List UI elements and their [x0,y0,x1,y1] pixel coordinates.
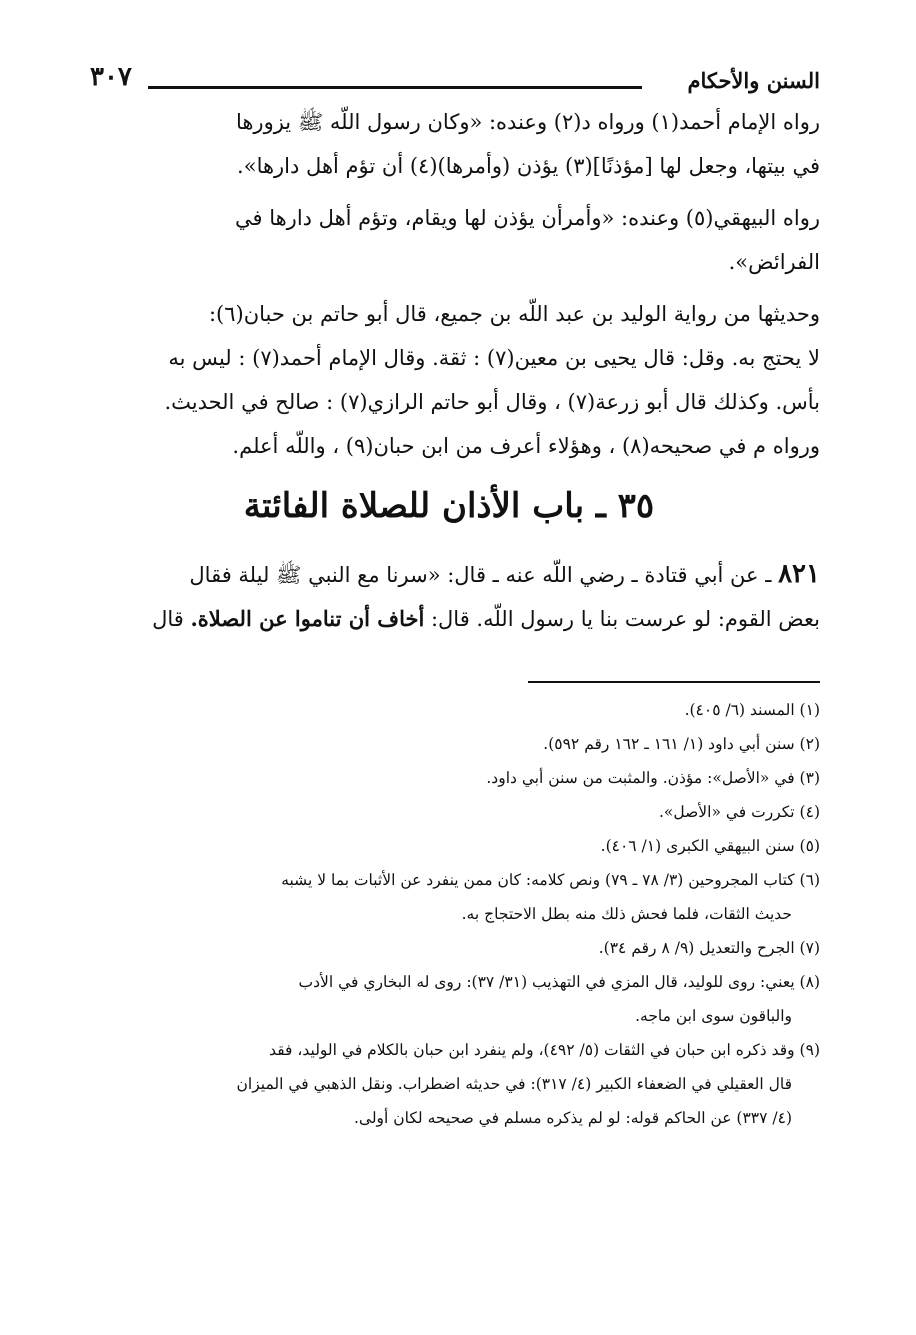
chapter-heading: ٣٥ ـ باب الأذان للصلاة الفائتة [243,486,655,526]
text-line: الفرائض». [728,250,820,274]
footnotes [78,693,820,1135]
running-title: السنن والأحكام [687,68,820,93]
book-page [78,58,820,1298]
hadith-bold-quote: أخاف أن تناموا عن الصلاة. [190,606,425,631]
footnote: (٧) الجرح والتعديل (٩/ ٨ رقم ٣٤). [598,939,820,957]
header-rule [148,86,642,89]
text-line: في بيتها، وجعل لها [مؤذنًا](٣) يؤذن (وأمرها)(٤) أن تؤم أهل دارها». [237,154,820,178]
hadith-line [78,552,820,597]
footnote-text: (٦) كتاب المجروحين (٣/ ٧٨ ـ ٧٩) ونص كلامه: كان ممن ينفرد عن الأثبات بما لا يشبه [281,871,820,889]
text-line: رواه البيهقي(٥) وعنده: «وأمرأن يؤذن لها ويقام، وتؤم أهل دارها في [234,206,820,230]
footnote-continuation: قال العقيلي في الضعفاء الكبير (٤/ ٣١٧): في حديثه اضطراب. ونقل الذهبي في الميزان [236,1075,792,1093]
page-number: ٣٠٧ [90,62,132,92]
footnote [78,965,820,1033]
hadith-text: بعض القوم: لو عرست بنا يا رسول اللّه. قال: [424,607,820,631]
footnote: (٣) في «الأصل»: مؤذن. والمثبت من سنن أبي داود. [486,769,820,787]
hadith-number: ٨٢١ [778,559,820,589]
running-header [78,58,820,100]
footnote-continuation: والباقون سوى ابن ماجه. [635,1007,792,1025]
text-line: بأس. وكذلك قال أبو زرعة(٧) ، وقال أبو حاتم الرازي(٧) : صالح في الحديث. [164,390,820,414]
footnote: (٥) سنن البيهقي الكبرى (١/ ٤٠٦). [600,837,820,855]
main-text [78,100,820,468]
footnote-continuation: (٤/ ٣٣٧) عن الحاكم قوله: لو لم يذكره مسلم في صحيحه لكان أولى. [353,1109,792,1127]
text-line: وحديثها من رواية الوليد بن عبد اللّه بن جميع، قال أبو حاتم بن حبان(٦): [208,302,820,326]
hadith-line [78,597,820,641]
footnote-text: (٨) يعني: روى للوليد، قال المزي في التهذيب (٣١/ ٣٧): روى له البخاري في الأدب [298,973,820,991]
footnote-text: (٩) وقد ذكره ابن حبان في الثقات (٥/ ٤٩٢)، ولم ينفرد ابن حبان بالكلام في الوليد، فقد [269,1041,820,1059]
footnote [78,1033,820,1135]
text-line: ورواه م في صحيحه(٨) ، وهؤلاء أعرف من ابن حبان(٩) ، واللّه أعلم. [232,434,820,458]
hadith-block [78,552,820,641]
footnote: (١) المسند (٦/ ٤٠٥). [684,701,820,719]
footnote-continuation: حديث الثقات، فلما فحش ذلك منه بطل الاحتجاج به. [461,905,792,923]
footnote [78,863,820,931]
footnote: (٢) سنن أبي داود (١/ ١٦١ ـ ١٦٢ رقم ٥٩٢). [543,735,820,753]
hadith-text: ـ عن أبي قتادة ـ رضي اللّه عنه ـ قال: «سرنا مع النبي ﷺ ليلة فقال [189,563,772,587]
footnote-separator [528,681,820,683]
text-line: لا يحتج به. وقل: قال يحيى بن معين(٧) : ثقة. وقال الإمام أحمد(٧) : ليس به [168,346,820,370]
footnote: (٤) تكررت في «الأصل». [659,803,820,821]
hadith-text: قال [152,607,191,631]
text-line: رواه الإمام أحمد(١) ورواه د(٢) وعنده: «وكان رسول اللّه ﷺ يزورها [235,110,820,134]
